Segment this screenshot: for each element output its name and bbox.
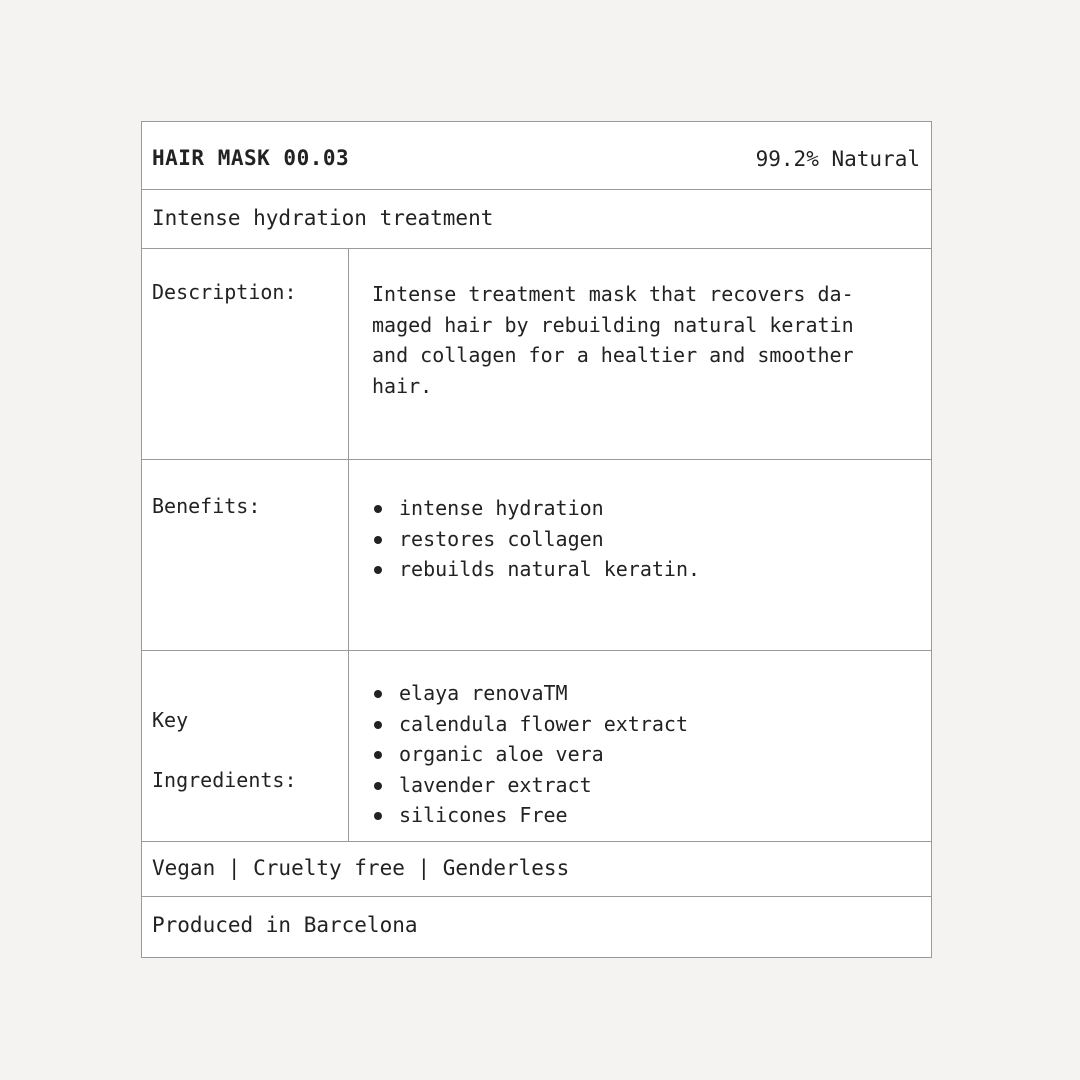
list-item — [372, 554, 917, 585]
bullet-icon — [374, 505, 382, 513]
description-line: and collagen for a healtier and smoother — [372, 343, 854, 367]
column-divider — [348, 249, 349, 459]
product-claims: Vegan | Cruelty free | Genderless — [152, 856, 570, 880]
bullet-icon — [374, 536, 382, 544]
product-label-card — [141, 121, 932, 958]
bullet-icon — [374, 751, 382, 759]
column-divider — [348, 460, 349, 650]
claims-row — [142, 842, 931, 897]
bullet-icon — [374, 782, 382, 790]
origin-row — [142, 897, 931, 957]
description-line: hair. — [372, 373, 433, 398]
list-item — [372, 493, 917, 524]
ingredients-list — [372, 678, 917, 831]
list-item — [372, 770, 917, 801]
list-item — [372, 678, 917, 709]
natural-percent: 99.2% Natural — [755, 147, 920, 171]
benefit-text: intense hydration — [399, 496, 604, 520]
ingredients-label-line: Ingredients: — [152, 768, 297, 792]
bullet-icon — [374, 812, 382, 820]
ingredient-text: elaya renovaTM — [399, 681, 568, 705]
description-line: Intense treatment mask that recovers da- — [372, 282, 854, 306]
list-item — [372, 800, 917, 831]
ingredient-text: silicones Free — [399, 803, 568, 827]
bullet-icon — [374, 721, 382, 729]
ingredients-label-line: Key — [152, 708, 189, 732]
benefits-label: Benefits: — [152, 494, 261, 518]
list-item — [372, 524, 917, 555]
description-line: maged hair by rebuilding natural keratin — [372, 312, 854, 337]
ingredients-label — [152, 675, 342, 825]
description-row — [142, 249, 931, 460]
benefit-text: rebuilds natural keratin. — [399, 557, 701, 581]
product-subtitle: Intense hydration treatment — [152, 206, 494, 230]
benefits-row — [142, 460, 931, 651]
production-origin: Produced in Barcelona — [152, 913, 418, 937]
list-item — [372, 709, 917, 740]
description-label: Description: — [152, 280, 297, 304]
ingredient-text: organic aloe vera — [399, 742, 604, 766]
ingredients-row — [142, 651, 931, 842]
benefits-list — [372, 493, 917, 585]
ingredient-text: lavender extract — [399, 772, 592, 797]
list-item — [372, 739, 917, 770]
ingredient-text: calendula flower extract — [399, 711, 688, 736]
bullet-icon — [374, 566, 382, 574]
description-text — [372, 279, 917, 401]
product-name: HAIR MASK 00.03 — [152, 146, 350, 170]
title-row — [142, 122, 931, 190]
benefit-text: restores collagen — [399, 526, 604, 551]
column-divider — [348, 651, 349, 841]
subtitle-row — [142, 190, 931, 249]
bullet-icon — [374, 690, 382, 698]
